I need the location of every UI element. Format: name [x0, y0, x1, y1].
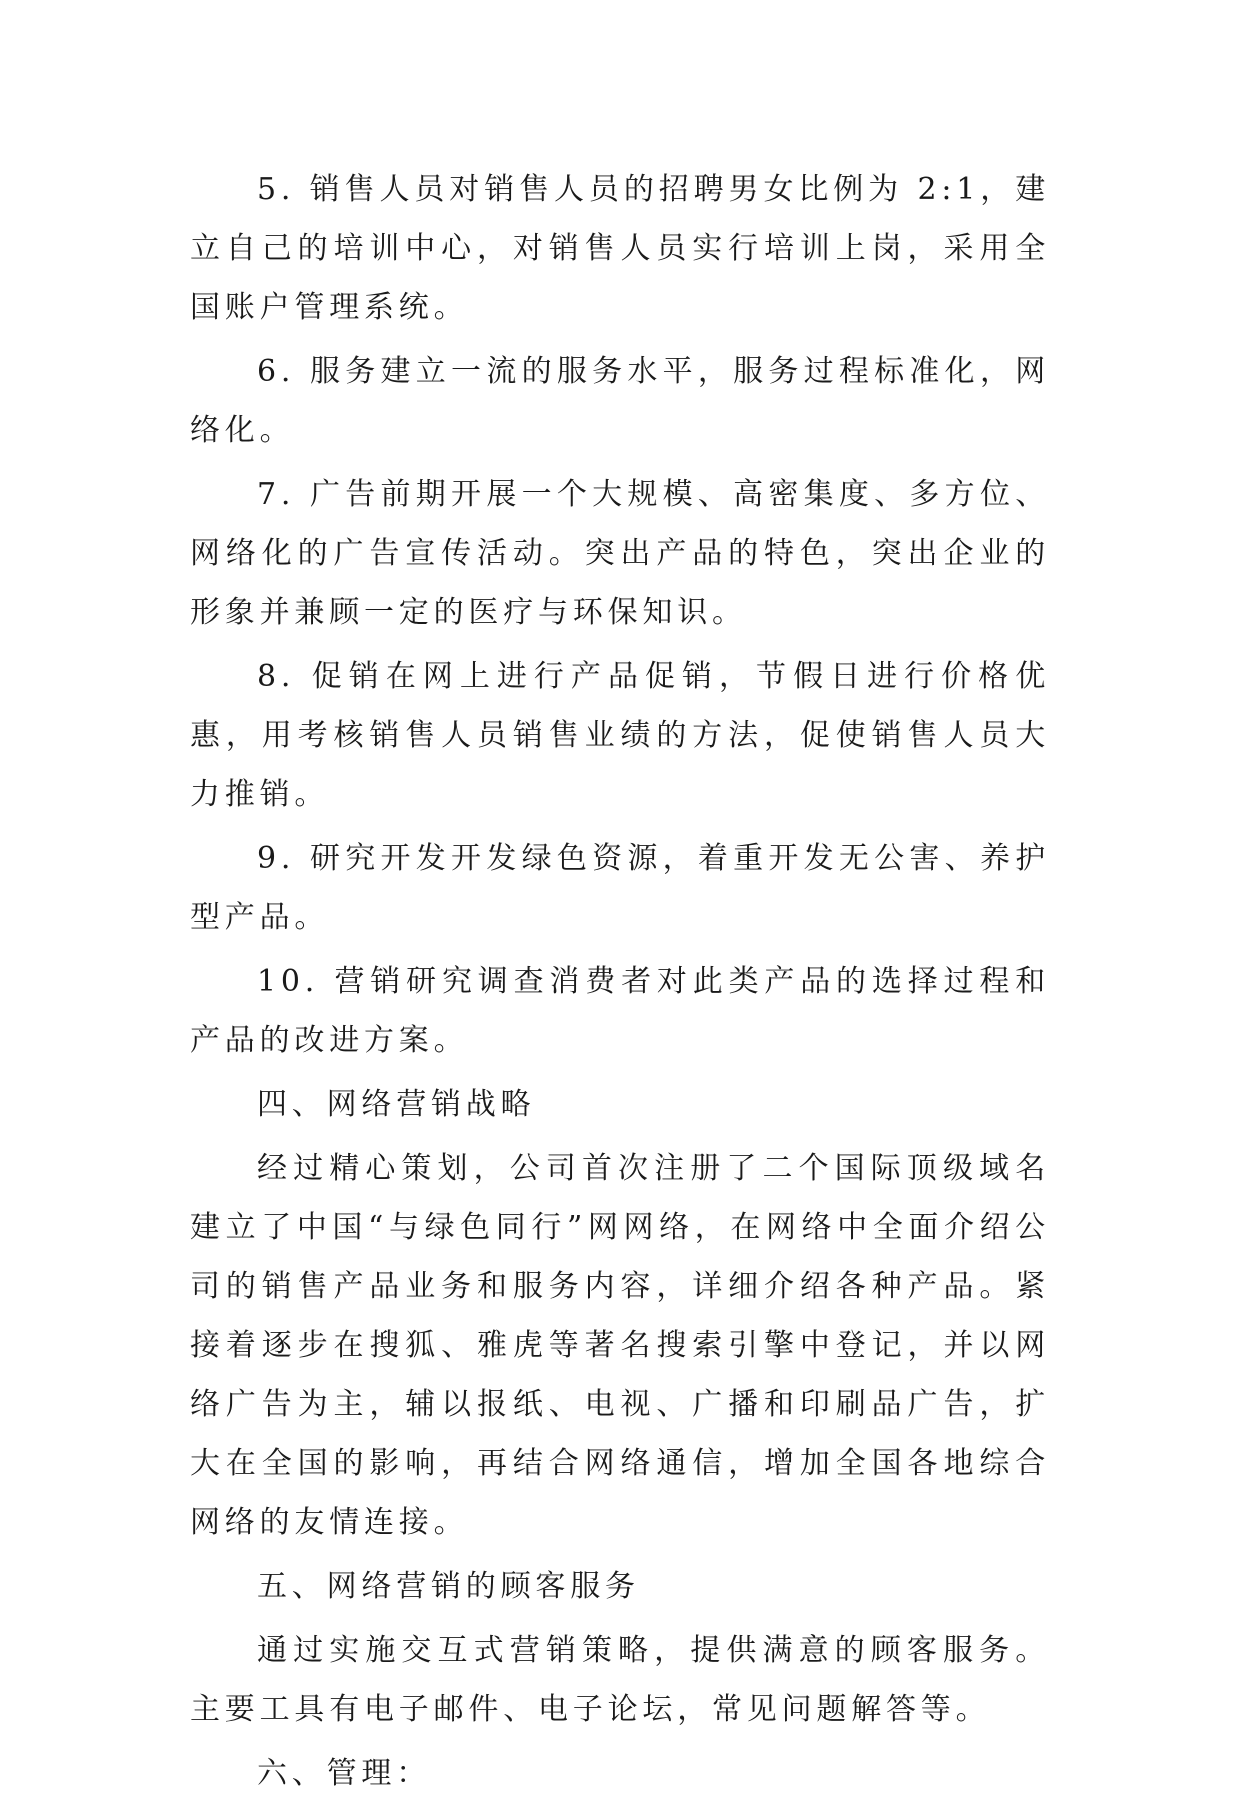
paragraph-service: 6. 服务建立一流的服务水平，服务过程标准化，网络化。 — [190, 354, 1050, 448]
paragraph-sales-staff: 5. 销售人员对销售人员的招聘男女比例为 2:1，建立自己的培训中心，对销售人员实行培训上岗，采用全国账户管理系统。 — [190, 172, 1050, 325]
paragraph-promotion: 8. 促销在网上进行产品促销，节假日进行价格优惠，用考核销售人员销售业绩的方法，促使销售人员大力推销。 — [190, 659, 1050, 812]
paragraph-customer-service: 通过实施交互式营销策略，提供满意的顾客服务。主要工具有电子邮件、电子论坛，常见问题解答等。 — [190, 1633, 1050, 1727]
section-heading-management: 六、管理： — [257, 1756, 431, 1791]
section-heading-network-marketing-strategy: 四、网络营销战略 — [257, 1087, 536, 1122]
document-body — [190, 160, 1050, 1808]
paragraph-research-development: 9. 研究开发开发绿色资源，着重开发无公害、养护型产品。 — [190, 841, 1050, 935]
paragraph-marketing-research: 10. 营销研究调查消费者对此类产品的选择过程和产品的改进方案。 — [190, 964, 1050, 1058]
section-heading-customer-service: 五、网络营销的顾客服务 — [257, 1569, 640, 1604]
paragraph-network-strategy: 经过精心策划，公司首次注册了二个国际顶级域名建立了中国“与绿色同行”网网络，在网络中全面介绍公司的销售产品业务和服务内容，详细介绍各种产品。紧接着逐步在搜狐、雅虎等著名搜索引擎中登记，并以网络广告为主，辅以报纸、电视、广播和印刷品广告，扩大在全国的影响，再结合网络通信，增加全国各地综合网络的友情连接。 — [190, 1151, 1050, 1540]
paragraph-advertising: 7. 广告前期开展一个大规模、高密集度、多方位、网络化的广告宣传活动。突出产品的特色，突出企业的形象并兼顾一定的医疗与环保知识。 — [190, 477, 1050, 630]
